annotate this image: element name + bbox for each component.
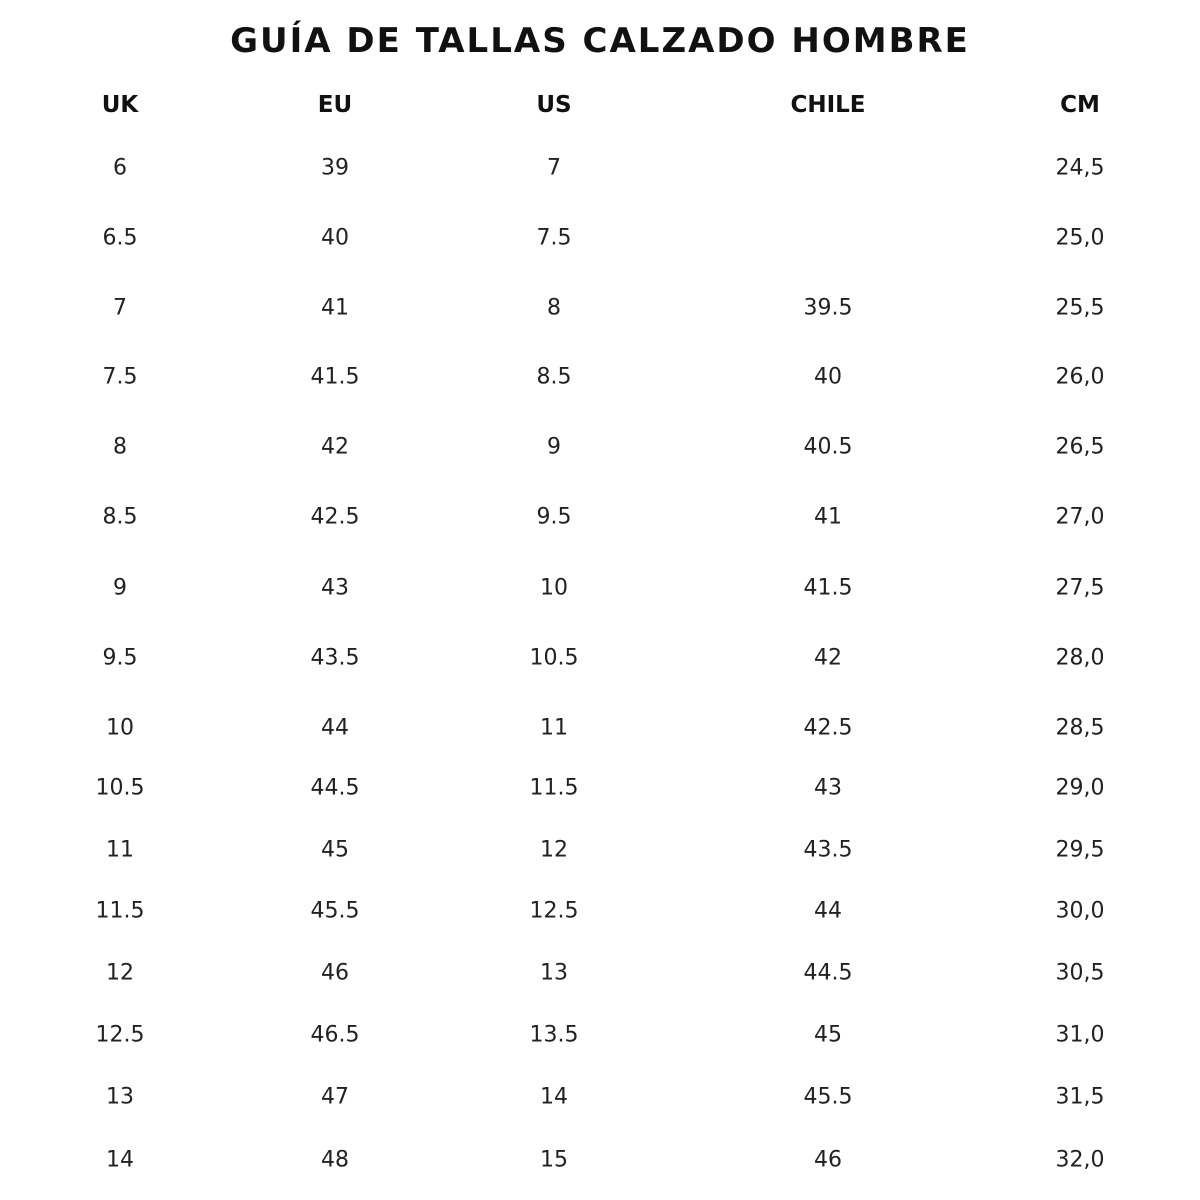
cell-uk: 13 [106,1084,134,1110]
cell-eu: 43 [321,575,349,601]
cell-cm: 25,5 [1055,295,1105,321]
cell-uk: 14 [106,1147,134,1173]
cell-cm: 32,0 [1055,1147,1105,1173]
cell-eu: 42 [321,434,349,460]
cell-us: 10.5 [529,645,579,671]
cell-cm: 30,5 [1055,960,1105,986]
cell-chile: 46 [814,1147,842,1173]
cell-us: 13.5 [529,1022,579,1048]
cell-uk: 10.5 [95,775,145,801]
column-header-cm: CM [1060,92,1100,118]
cell-uk: 8.5 [102,504,138,530]
cell-cm: 31,5 [1055,1084,1105,1110]
cell-eu: 46 [321,960,349,986]
cell-chile: 44.5 [803,960,853,986]
cell-uk: 9 [113,575,127,601]
cell-uk: 12 [106,960,134,986]
cell-eu: 45.5 [310,898,360,924]
cell-eu: 48 [321,1147,349,1173]
cell-chile: 41 [814,504,842,530]
cell-eu: 40 [321,225,349,251]
cell-chile: 43.5 [803,837,853,863]
cell-chile: 39.5 [803,295,853,321]
cell-us: 7.5 [536,225,572,251]
cell-cm: 24,5 [1055,155,1105,181]
cell-eu: 41.5 [310,364,360,390]
cell-us: 12.5 [529,898,579,924]
cell-uk: 9.5 [102,645,138,671]
cell-us: 10 [540,575,568,601]
cell-eu: 45 [321,837,349,863]
cell-cm: 27,5 [1055,575,1105,601]
cell-chile: 42.5 [803,715,853,741]
column-header-uk: UK [101,92,139,118]
cell-us: 12 [540,837,568,863]
cell-uk: 6.5 [102,225,138,251]
cell-uk: 11.5 [95,898,145,924]
cell-cm: 30,0 [1055,898,1105,924]
cell-eu: 43.5 [310,645,360,671]
cell-us: 7 [547,155,561,181]
cell-chile: 41.5 [803,575,853,601]
cell-chile: 45 [814,1022,842,1048]
cell-cm: 29,0 [1055,775,1105,801]
cell-cm: 29,5 [1055,837,1105,863]
cell-us: 8.5 [536,364,572,390]
cell-cm: 31,0 [1055,1022,1105,1048]
cell-us: 9 [547,434,561,460]
cell-us: 11.5 [529,775,579,801]
cell-eu: 44 [321,715,349,741]
column-header-eu: EU [317,92,353,118]
cell-chile: 44 [814,898,842,924]
cell-cm: 26,5 [1055,434,1105,460]
cell-eu: 42.5 [310,504,360,530]
cell-eu: 39 [321,155,349,181]
cell-uk: 8 [113,434,127,460]
cell-uk: 7.5 [102,364,138,390]
column-header-us: US [536,92,572,118]
column-header-chile: CHILE [790,92,866,118]
cell-chile: 40.5 [803,434,853,460]
cell-chile: 42 [814,645,842,671]
cell-cm: 28,5 [1055,715,1105,741]
cell-us: 11 [540,715,568,741]
cell-eu: 47 [321,1084,349,1110]
cell-cm: 26,0 [1055,364,1105,390]
cell-chile: 43 [814,775,842,801]
cell-uk: 10 [106,715,134,741]
cell-us: 9.5 [536,504,572,530]
cell-uk: 12.5 [95,1022,145,1048]
cell-eu: 44.5 [310,775,360,801]
cell-us: 13 [540,960,568,986]
cell-eu: 46.5 [310,1022,360,1048]
page-title: GUÍA DE TALLAS CALZADO HOMBRE [230,21,970,61]
cell-eu: 41 [321,295,349,321]
cell-uk: 7 [113,295,127,321]
cell-us: 14 [540,1084,568,1110]
cell-us: 8 [547,295,561,321]
cell-uk: 6 [113,155,127,181]
cell-cm: 25,0 [1055,225,1105,251]
cell-chile: 45.5 [803,1084,853,1110]
cell-cm: 28,0 [1055,645,1105,671]
cell-us: 15 [540,1147,568,1173]
cell-cm: 27,0 [1055,504,1105,530]
cell-uk: 11 [106,837,134,863]
cell-chile: 40 [814,364,842,390]
